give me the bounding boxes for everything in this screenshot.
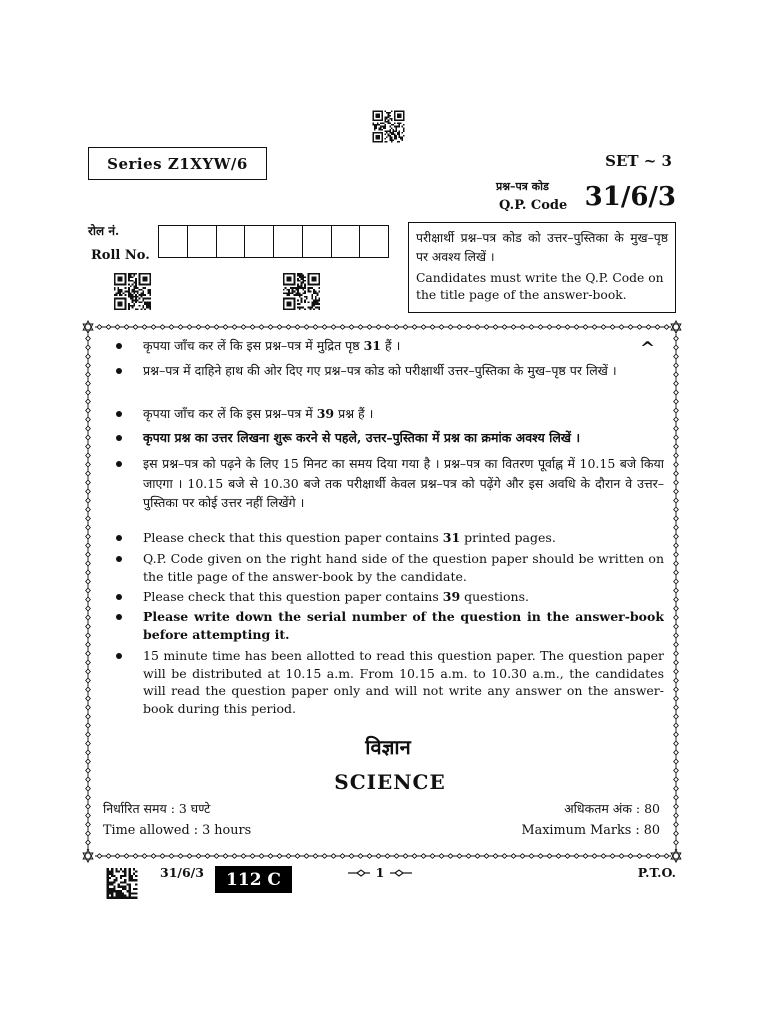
instruction-text-part: printed pages. [460, 530, 556, 545]
subject-title-hindi: विज्ञान [365, 735, 411, 759]
qr-code-icon [371, 109, 406, 144]
datamatrix-icon [104, 866, 140, 901]
instruction-hindi-item [112, 361, 664, 401]
border-left-edge [84, 334, 92, 850]
roll-number-box [159, 226, 187, 257]
bullet-icon [116, 556, 122, 562]
instruction-emphasis: कृपया प्रश्न का उत्तर लिखना शुरू करने से पहले, उत्तर–पुस्तिका में प्रश्न का क्रमांक अवश्य लिखें । [143, 430, 581, 445]
please-turn-over: P.T.O. [637, 865, 676, 880]
bullet-icon [116, 653, 122, 659]
instruction-text-part: प्रश्न हैं । [334, 406, 374, 421]
code-modules [373, 111, 405, 143]
instruction-text [143, 588, 664, 606]
instruction-text-part: Please check that this question paper contains [143, 530, 443, 545]
instruction-text-part: कृपया जाँच कर लें कि इस प्रश्न–पत्र में [143, 406, 317, 421]
instruction-item [112, 588, 664, 607]
border-right-edge [672, 334, 680, 850]
roll-number-boxes [158, 225, 389, 258]
roll-number-box [273, 226, 302, 257]
star-ornament-icon [671, 850, 681, 862]
subject-title: SCIENCE [334, 770, 446, 794]
qp-code-notice-box [408, 222, 676, 313]
notice-text-hindi: परीक्षार्थी प्रश्न–पत्र कोड को उत्तर–पुस्तिका के मुख–पृष्ठ पर अवश्य लिखें । [416, 231, 668, 264]
roll-number-box [331, 226, 360, 257]
instruction-text: प्रश्न–पत्र में दाहिने हाथ की ओर दिए गए प्रश्न–पत्र कोड को परीक्षार्थी उत्तर–पुस्तिका के मुख–पृष्ठ पर लिखें । [143, 363, 617, 378]
instruction-item [112, 550, 664, 586]
bullet-icon [116, 343, 122, 349]
page-number [338, 864, 422, 881]
instruction-text-part: questions. [460, 589, 529, 604]
roll-number-label-hindi: रोल नं. [88, 224, 120, 238]
booklet-code-badge: 112 C [215, 866, 292, 893]
maximum-marks-hindi: अधिकतम अंक : 80 [564, 801, 660, 816]
bullet-icon [116, 411, 122, 417]
instruction-emphasis: 39 [316, 406, 335, 421]
instruction-emphasis: 31 [442, 530, 461, 545]
roll-number-label: Roll No. [91, 248, 150, 263]
instruction-hindi-item [112, 404, 664, 425]
border-top-edge [95, 323, 671, 331]
instruction-text [143, 404, 664, 424]
roll-number-box [187, 226, 216, 257]
instruction-text: 15 minute time has been allotted to read this question paper. The question paper will be distributed at 10.15 a.m. From 10.15 a.m. to 10.30 a.m., the candidates will read the question paper only and will not write any answer on the answer-book during this period. [143, 648, 664, 716]
time-allowed: Time allowed : 3 hours [103, 823, 252, 838]
instruction-text-part: हैं । [381, 338, 401, 353]
bullet-icon [116, 435, 122, 441]
margin-mark: ^ [640, 338, 656, 359]
border-bottom-edge [95, 852, 671, 860]
instruction-item [112, 529, 664, 548]
star-ornament-icon [671, 321, 681, 333]
footer-qp-code: 31/6/3 [160, 865, 204, 880]
qp-code-value: 31/6/3 [584, 182, 676, 212]
code-modules [283, 273, 320, 310]
instruction-emphasis: Please write down the serial number of the question in the answer-book before attempting it. [143, 609, 664, 642]
page-number-value: 1 [375, 865, 385, 880]
roll-number-box [302, 226, 331, 257]
bullet-icon [116, 368, 122, 374]
star-ornament-icon [83, 321, 93, 333]
page-ornament-icon [390, 868, 412, 878]
qp-code-label: Q.P. Code [499, 198, 568, 213]
qp-code-label-hindi: प्रश्न–पत्र कोड [496, 180, 549, 193]
qr-code-icon [112, 271, 153, 312]
roll-number-box [359, 226, 388, 257]
bullet-icon [116, 461, 122, 467]
instruction-text-part: कृपया जाँच कर लें कि इस प्रश्न–पत्र में मुद्रित पृष्ठ [143, 338, 364, 353]
instruction-hindi-item [112, 454, 664, 515]
bullet-icon [116, 614, 122, 620]
instruction-hindi-item [112, 336, 664, 357]
instruction-text-part: Please check that this question paper contains [143, 589, 443, 604]
roll-number-box [244, 226, 273, 257]
instruction-text [143, 529, 664, 547]
instruction-text [143, 336, 664, 356]
star-ornament-icon [83, 850, 93, 862]
instruction-emphasis: 39 [442, 589, 461, 604]
code-modules [107, 868, 138, 899]
instruction-text: इस प्रश्न–पत्र को पढ़ने के लिए 15 मिनट का समय दिया गया है । प्रश्न–पत्र का वितरण पूर्वाह्न में 10.15 बजे किया जाएगा । 10.15 बजे से 10.30 बजे तक परीक्षार्थी केवल प्रश्न–पत्र को पढ़ेंगे और इस अवधि के दौरान वे उत्तर–पुस्तिका पर कोई उत्तर नहीं लिखेंगे । [143, 456, 664, 510]
maximum-marks: Maximum Marks : 80 [521, 823, 660, 838]
instruction-hindi-item [112, 428, 664, 449]
series-label: Series Z1XYW/6 [88, 147, 267, 180]
page-ornament-icon [348, 868, 370, 878]
time-allowed-hindi: निर्धारित समय : 3 घण्टे [103, 801, 211, 816]
instruction-item [112, 647, 664, 718]
qr-code-icon [281, 271, 322, 312]
roll-number-box [216, 226, 245, 257]
instruction-item [112, 608, 664, 644]
notice-text: Candidates must write the Q.P. Code on the title page of the answer-book. [416, 271, 664, 302]
bullet-icon [116, 535, 122, 541]
set-label: SET ~ 3 [605, 152, 672, 170]
code-modules [114, 273, 151, 310]
instruction-text: Q.P. Code given on the right hand side of the question paper should be written on the title page of the answer-book by the candidate. [143, 551, 664, 584]
bullet-icon [116, 594, 122, 600]
instruction-emphasis: 31 [363, 338, 382, 353]
